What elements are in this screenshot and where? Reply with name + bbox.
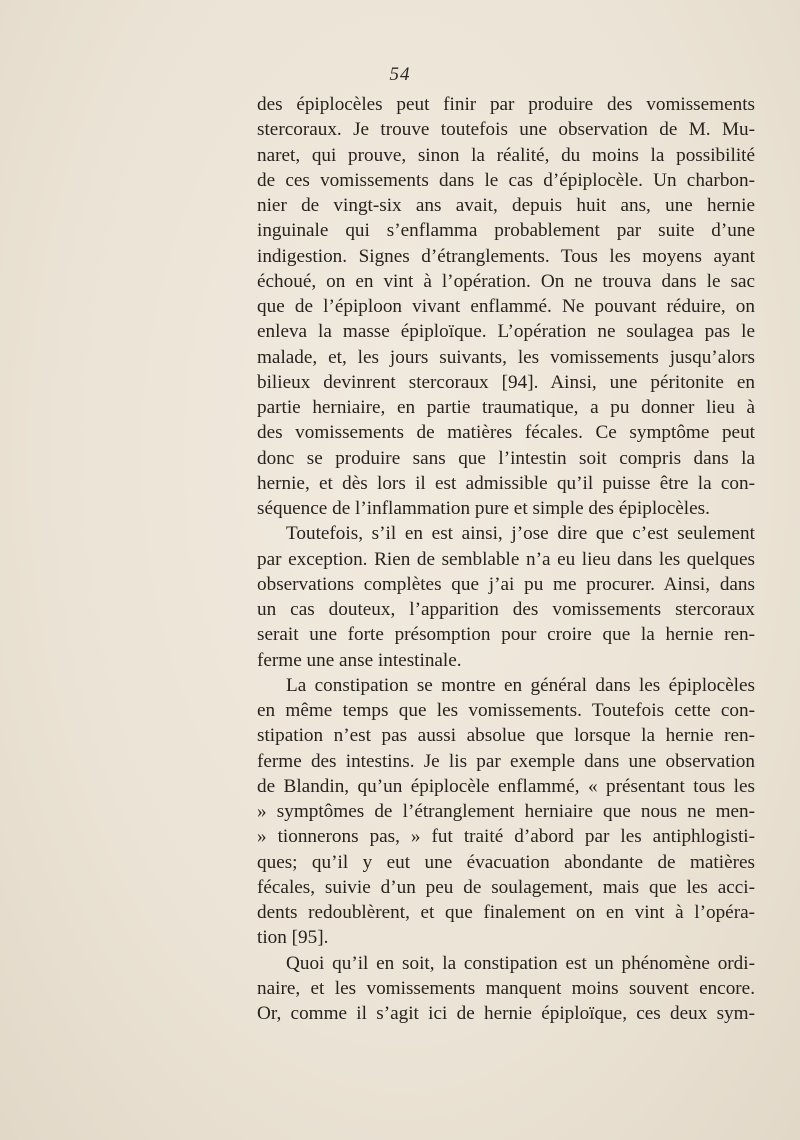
text-line: de Blandin, qu’un épiplocèle enflammé, « présentant tous les bbox=[257, 775, 755, 797]
text-line: fécales, suivie d’un peu de soulagement, mais que les acci- bbox=[257, 876, 755, 898]
text-line: » tionnerons pas, » fut traité d’abord par les antiphlogisti- bbox=[257, 826, 755, 848]
text-line: indigestion. Signes d’étranglements. Tous les moyens ayant bbox=[257, 245, 755, 267]
text-line: tion [95]. bbox=[257, 927, 329, 949]
text-line: séquence de l’inflammation pure et simple des épiplocèles. bbox=[257, 498, 710, 519]
text-line: que de l’épiploon vivant enflammé. Ne pouvant réduire, on bbox=[257, 296, 755, 317]
text-line: ferme une anse intestinale. bbox=[257, 649, 462, 671]
text-line: partie herniaire, en partie traumatique, a pu donner lieu à bbox=[257, 397, 755, 418]
text-line: stercoraux. Je trouve toutefois une observation de M. Mu- bbox=[257, 119, 755, 141]
text-line: de ces vomissements dans le cas d’épiplocèle. Un charbon- bbox=[257, 169, 755, 191]
text-line: échoué, on en vint à l’opération. On ne trouva dans le sac bbox=[257, 270, 755, 292]
text-line: » symptômes de l’étranglement herniaire que nous ne men- bbox=[257, 801, 755, 822]
text-line: malade, et, les jours suivants, les vomissements jusqu’alors bbox=[257, 346, 755, 368]
text-line: en même temps que les vomissements. Toutefois cette con- bbox=[257, 700, 755, 721]
text-line: un cas douteux, l’apparition des vomissements stercoraux bbox=[257, 599, 755, 620]
text-line: des épiplocèles peut finir par produire des vomissements bbox=[257, 94, 755, 115]
text-line: naret, qui prouve, sinon la réalité, du moins la possibilité bbox=[257, 144, 755, 166]
text-line: inguinale qui s’enflamma probablement par suite d’une bbox=[257, 220, 755, 242]
text-line: naire, et les vomissements manquent moins souvent encore. bbox=[257, 977, 755, 999]
text-line: par exception. Rien de semblable n’a eu lieu dans les quelques bbox=[257, 548, 755, 570]
text-line: bilieux devinrent stercoraux [94]. Ainsi, une péritonite en bbox=[257, 371, 755, 393]
text-line: hernie, et dès lors il est admissible qu’il puisse être la con- bbox=[257, 472, 755, 494]
text-line: Quoi qu’il en soit, la constipation est un phénomène ordi- bbox=[286, 952, 755, 974]
text-line: observations complètes que j’ai pu me procurer. Ainsi, dans bbox=[257, 573, 755, 595]
text-line: ferme des intestins. Je lis par exemple dans une observation bbox=[257, 750, 755, 772]
text-line: enleva la masse épiploïque. L’opération ne soulagea pas le bbox=[257, 321, 755, 343]
text-line: ques; qu’il y eut une évacuation abondante de matières bbox=[257, 851, 755, 873]
text-line: Toutefois, s’il en est ainsi, j’ose dire que c’est seulement bbox=[286, 523, 755, 545]
text-line: stipation n’est pas aussi absolue que lorsque la hernie ren- bbox=[257, 725, 755, 747]
text-line: donc se produire sans que l’intestin soit compris dans la bbox=[257, 447, 755, 469]
page-number: 54 bbox=[389, 64, 411, 85]
text-line: dents redoublèrent, et que finalement on en vint à l’opéra- bbox=[257, 902, 755, 923]
text-line: La constipation se montre en général dans les épiplocèles bbox=[286, 674, 755, 696]
text-line: nier de vingt-six ans avait, depuis huit ans, une hernie bbox=[257, 195, 755, 216]
text-line: serait une forte présomption pour croire que la hernie ren- bbox=[257, 624, 755, 646]
text-line: des vomissements de matières fécales. Ce symptôme peut bbox=[257, 422, 755, 444]
text-line: Or, comme il s’agit ici de hernie épiploïque, ces deux sym- bbox=[257, 1003, 755, 1024]
body-text bbox=[257, 92, 755, 1026]
